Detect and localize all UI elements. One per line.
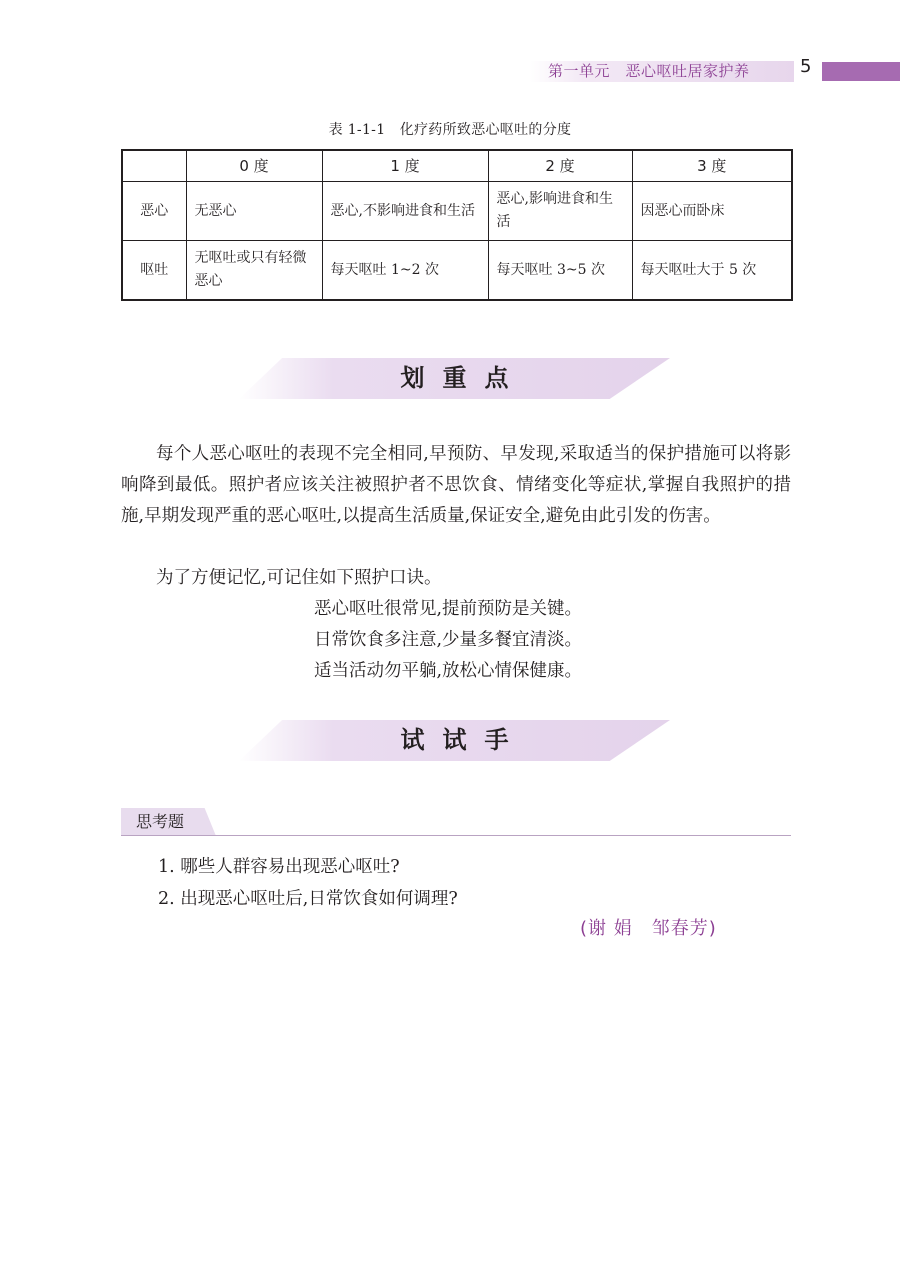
table-cell: 恶心,不影响进食和生活 — [322, 182, 488, 241]
question-item: 2. 出现恶心呕吐后,日常饮食如何调理? — [158, 889, 458, 909]
column-header — [122, 150, 186, 182]
mnemonic-line: 日常饮食多注意,少量多餐宜清淡。 — [314, 630, 583, 650]
mnemonic-line: 恶心呕吐很常见,提前预防是关键。 — [314, 599, 583, 619]
section-title-try: 试试手 — [400, 726, 527, 754]
grade-table — [121, 149, 793, 301]
column-header: 3 度 — [632, 150, 792, 182]
table-cell: 每天呕吐 1~2 次 — [322, 241, 488, 301]
column-header: 2 度 — [488, 150, 632, 182]
table-header-row — [122, 150, 792, 182]
mnemonic-line: 适当活动勿平躺,放松心情保健康。 — [314, 661, 583, 681]
table-row — [122, 182, 792, 241]
table-cell: 恶心,影响进食和生活 — [488, 182, 632, 241]
table-cell: 每天呕吐 3~5 次 — [488, 241, 632, 301]
question-label: 思考题 — [136, 812, 185, 831]
table-row — [122, 241, 792, 301]
table-cell: 每天呕吐大于 5 次 — [632, 241, 792, 301]
row-label: 呕吐 — [122, 241, 186, 301]
question-item: 1. 哪些人群容易出现恶心呕吐? — [158, 857, 400, 877]
section-title-key: 划重点 — [400, 364, 527, 392]
table-cell: 无呕吐或只有轻微恶心 — [186, 241, 322, 301]
authors: (谢 娟 邹春芳) — [580, 918, 717, 939]
page-number: 5 — [800, 56, 812, 77]
table-cell: 无恶心 — [186, 182, 322, 241]
body-paragraph: 为了方便记忆,可记住如下照护口诀。 — [156, 568, 442, 588]
body-paragraph: 每个人恶心呕吐的表现不完全相同,早预防、早发现,采取适当的保护措施可以将影响降到最低。照护者应该关注被照护者不思饮食、情绪变化等症状,掌握自我照护的措施,早期发现严重的恶心呕吐,以提高生活质量,保证安全,避免由此引发的伤害。 — [121, 444, 791, 526]
column-header: 0 度 — [186, 150, 322, 182]
table-cell: 因恶心而卧床 — [632, 182, 792, 241]
table-caption: 表 1-1-1 化疗药所致恶心呕吐的分度 — [328, 122, 572, 138]
column-header: 1 度 — [322, 150, 488, 182]
row-label: 恶心 — [122, 182, 186, 241]
divider — [121, 835, 791, 836]
running-title: 第一单元 恶心呕吐居家护养 — [548, 62, 750, 80]
header-tab — [822, 62, 900, 81]
